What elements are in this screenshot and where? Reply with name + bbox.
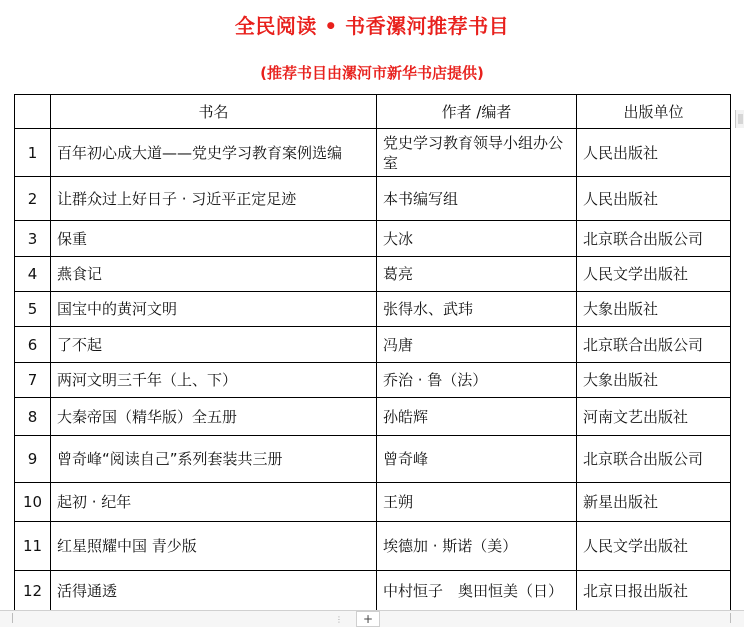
cell-publisher[interactable]: 大象出版社 bbox=[577, 292, 731, 327]
table-row bbox=[15, 398, 731, 436]
scroll-right-tick bbox=[730, 613, 731, 623]
cell-title[interactable]: 国宝中的黄河文明 bbox=[51, 292, 377, 327]
cell-publisher[interactable]: 人民出版社 bbox=[577, 129, 731, 177]
table-row bbox=[15, 221, 731, 257]
cell-author[interactable]: 大冰 bbox=[377, 221, 577, 257]
cell-num[interactable]: 4 bbox=[15, 257, 51, 292]
book-list-table bbox=[14, 94, 731, 611]
cell-author[interactable]: 本书编写组 bbox=[377, 177, 577, 221]
cell-author[interactable]: 张得水、武玮 bbox=[377, 292, 577, 327]
table-row bbox=[15, 177, 731, 221]
cell-num[interactable]: 11 bbox=[15, 522, 51, 571]
add-sheet-button[interactable]: + bbox=[356, 611, 380, 627]
cell-publisher[interactable]: 北京日报出版社 bbox=[577, 571, 731, 611]
cell-author[interactable]: 孙皓辉 bbox=[377, 398, 577, 436]
table-row bbox=[15, 327, 731, 363]
cell-author[interactable]: 王朔 bbox=[377, 483, 577, 522]
cell-title[interactable]: 曾奇峰“阅读自己”系列套装共三册 bbox=[51, 436, 377, 483]
cell-title[interactable]: 大秦帝国（精华版）全五册 bbox=[51, 398, 377, 436]
scroll-left-tick bbox=[12, 613, 13, 623]
page-title: 全民阅读 • 书香漯河推荐书目 bbox=[234, 14, 510, 38]
header-author[interactable]: 作者 /编者 bbox=[377, 95, 577, 129]
cell-author[interactable]: 乔治 · 鲁（法） bbox=[377, 363, 577, 398]
cell-author[interactable]: 中村恒子 奥田恒美（日） bbox=[377, 571, 577, 611]
page-subtitle: (推荐书目由漯河市新华书店提供) bbox=[260, 64, 484, 82]
cell-num[interactable]: 5 bbox=[15, 292, 51, 327]
table-header-row bbox=[15, 95, 731, 129]
cell-publisher[interactable]: 人民文学出版社 bbox=[577, 257, 731, 292]
table-row bbox=[15, 129, 731, 177]
cell-num[interactable]: 9 bbox=[15, 436, 51, 483]
cell-publisher[interactable]: 北京联合出版公司 bbox=[577, 221, 731, 257]
header-title[interactable]: 书名 bbox=[51, 95, 377, 129]
cell-title[interactable]: 了不起 bbox=[51, 327, 377, 363]
cell-num[interactable]: 7 bbox=[15, 363, 51, 398]
cell-author[interactable]: 党史学习教育领导小组办公室 bbox=[377, 129, 577, 177]
cell-title[interactable]: 红星照耀中国 青少版 bbox=[51, 522, 377, 571]
cell-title[interactable]: 保重 bbox=[51, 221, 377, 257]
cell-num[interactable]: 2 bbox=[15, 177, 51, 221]
more-icon[interactable]: ⋮ bbox=[335, 615, 344, 624]
cell-title[interactable]: 燕食记 bbox=[51, 257, 377, 292]
cell-num[interactable]: 3 bbox=[15, 221, 51, 257]
cell-author[interactable]: 葛亮 bbox=[377, 257, 577, 292]
cell-author[interactable]: 冯唐 bbox=[377, 327, 577, 363]
cell-publisher[interactable]: 人民文学出版社 bbox=[577, 522, 731, 571]
cell-title[interactable]: 起初 · 纪年 bbox=[51, 483, 377, 522]
table-row bbox=[15, 483, 731, 522]
table-row bbox=[15, 522, 731, 571]
header-publisher[interactable]: 出版单位 bbox=[577, 95, 731, 129]
cell-publisher[interactable]: 新星出版社 bbox=[577, 483, 731, 522]
cell-publisher[interactable]: 人民出版社 bbox=[577, 177, 731, 221]
cell-publisher[interactable]: 北京联合出版公司 bbox=[577, 436, 731, 483]
cell-num[interactable]: 6 bbox=[15, 327, 51, 363]
cell-num[interactable]: 8 bbox=[15, 398, 51, 436]
cell-num[interactable]: 10 bbox=[15, 483, 51, 522]
header-num[interactable] bbox=[15, 95, 51, 129]
cell-author[interactable]: 埃德加 · 斯诺（美） bbox=[377, 522, 577, 571]
cell-publisher[interactable]: 大象出版社 bbox=[577, 363, 731, 398]
table-row bbox=[15, 571, 731, 611]
vertical-scrollbar[interactable] bbox=[735, 110, 744, 128]
cell-title[interactable]: 百年初心成大道——党史学习教育案例选编 bbox=[51, 129, 377, 177]
cell-num[interactable]: 12 bbox=[15, 571, 51, 611]
cell-title[interactable]: 活得通透 bbox=[51, 571, 377, 611]
cell-author[interactable]: 曾奇峰 bbox=[377, 436, 577, 483]
cell-publisher[interactable]: 北京联合出版公司 bbox=[577, 327, 731, 363]
table-row bbox=[15, 436, 731, 483]
cell-title[interactable]: 让群众过上好日子 · 习近平正定足迹 bbox=[51, 177, 377, 221]
table-row bbox=[15, 363, 731, 398]
cell-num[interactable]: 1 bbox=[15, 129, 51, 177]
cell-publisher[interactable]: 河南文艺出版社 bbox=[577, 398, 731, 436]
scroll-thumb[interactable] bbox=[738, 114, 743, 124]
cell-title[interactable]: 两河文明三千年（上、下） bbox=[51, 363, 377, 398]
table-row bbox=[15, 292, 731, 327]
sheet-tab-bar bbox=[0, 610, 744, 627]
table-row bbox=[15, 257, 731, 292]
